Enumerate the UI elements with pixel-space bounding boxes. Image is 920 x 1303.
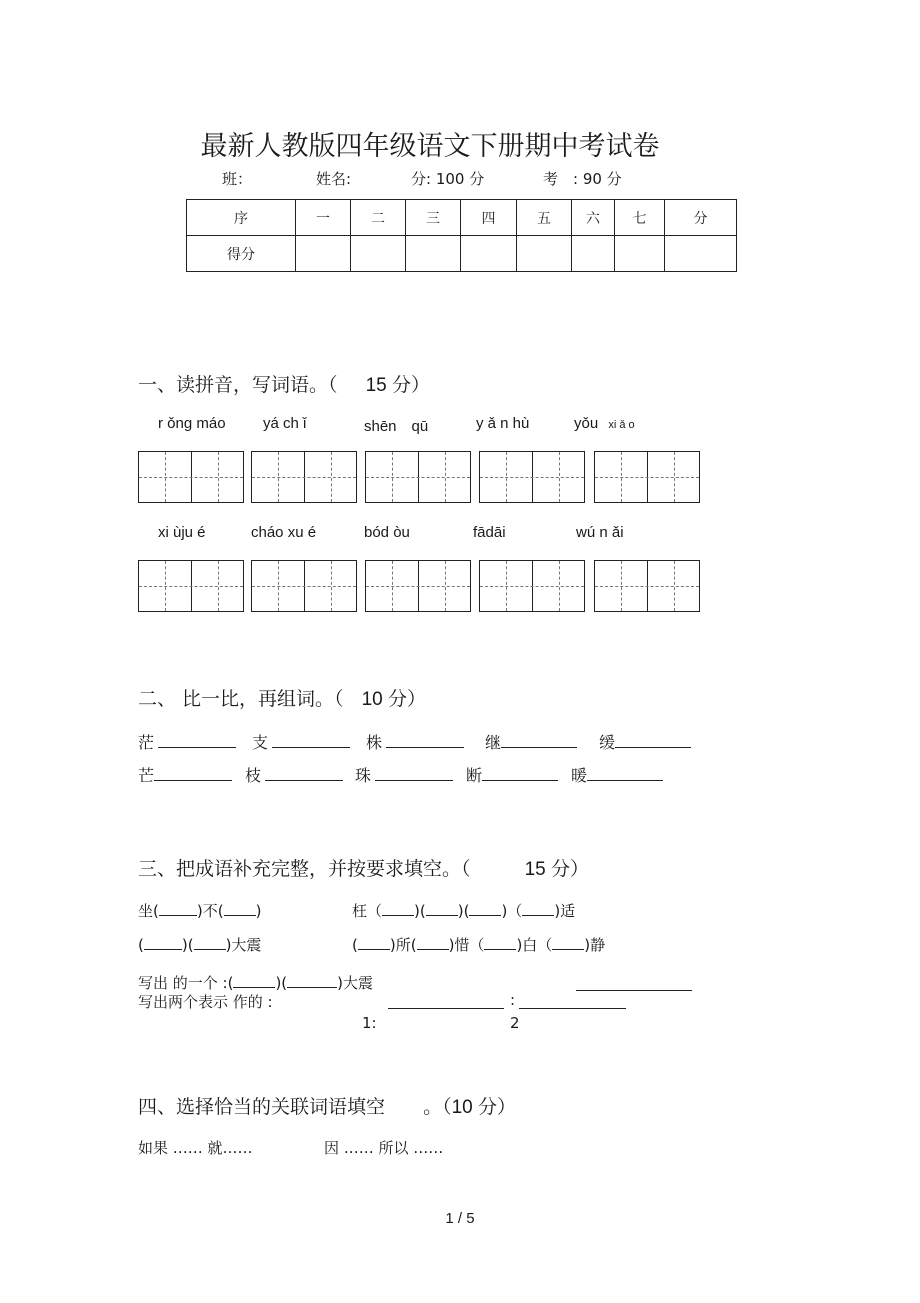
word-char: 珠: [355, 766, 372, 785]
answer-number-1: 1:: [362, 1014, 377, 1032]
score-header-cell: 五: [517, 200, 572, 236]
section4-points: 。（10 分）: [423, 1097, 516, 1118]
pinyin-item: [574, 415, 635, 432]
word-blank[interactable]: [482, 766, 558, 781]
word-item: [366, 730, 464, 753]
score-header-cell: 分: [665, 200, 737, 236]
conjunction-pair: 如果 …… 就……: [138, 1139, 253, 1157]
pinyin-item: xi ùju é: [158, 524, 206, 541]
word-char: 枝: [245, 766, 262, 785]
writing-grid[interactable]: [138, 560, 244, 612]
idiom-text: 坐(: [138, 902, 159, 920]
pinyin-item: yá ch ǐ: [263, 415, 307, 432]
section1-title: 一、读拼音，写词语。（: [138, 374, 338, 396]
idiom-text: )适: [554, 902, 576, 920]
idiom-text: )(: [275, 974, 288, 992]
writing-grid[interactable]: [594, 451, 700, 503]
idiom-text: )惜（: [448, 936, 485, 954]
score-header-cell: 一: [296, 200, 351, 236]
word-blank[interactable]: [265, 766, 343, 781]
score-header-cell: 序: [187, 200, 296, 236]
score-table-score-row: [187, 236, 737, 272]
word-char: 芒: [138, 766, 155, 785]
word-item: [599, 730, 691, 753]
idiom-text: )不(: [196, 902, 224, 920]
word-char: 继: [485, 733, 502, 752]
writing-grid[interactable]: [251, 451, 357, 503]
idiom-text: (: [138, 936, 144, 954]
section2-points: 10 分）: [361, 689, 427, 710]
idiom-text: )静: [584, 936, 606, 954]
word-char: 支: [252, 733, 269, 752]
word-blank[interactable]: [587, 766, 663, 781]
score-table: [186, 199, 737, 272]
pinyin-text: yǒu: [574, 415, 599, 432]
write-action-prompt: 写出两个表示 作的 :: [138, 993, 273, 1011]
idiom-text: )(: [414, 902, 426, 920]
pinyin-item: fādāi: [473, 524, 506, 541]
word-char: 缓: [599, 733, 616, 752]
word-blank[interactable]: [375, 766, 453, 781]
score-row-label: 得分: [187, 236, 296, 272]
colon-separator: :: [510, 991, 516, 1009]
idiom-item: [352, 934, 605, 955]
idiom-blank[interactable]: [417, 935, 449, 950]
score-header-cell: 六: [572, 200, 615, 236]
word-item: [138, 730, 236, 753]
word-item: [252, 730, 350, 753]
idiom-blank[interactable]: [287, 973, 337, 988]
section4-title: 四、选择恰当的关联词语填空: [138, 1096, 386, 1118]
answer-number-2: 2: [510, 1014, 520, 1032]
idiom-blank[interactable]: [144, 935, 182, 950]
idiom-text: )白（: [516, 936, 553, 954]
section1-heading: [138, 370, 430, 397]
word-blank[interactable]: [501, 733, 577, 748]
section4-heading: [138, 1092, 516, 1119]
word-char: 株: [366, 733, 383, 752]
idiom-blank[interactable]: [382, 901, 414, 916]
writing-grid[interactable]: [479, 560, 585, 612]
score-header-cell: 七: [615, 200, 665, 236]
word-blank[interactable]: [272, 733, 350, 748]
section3-points: 15 分）: [524, 859, 589, 880]
pinyin-item: cháo xu é: [251, 524, 317, 541]
idiom-blank[interactable]: [358, 935, 390, 950]
idiom-blank[interactable]: [552, 935, 584, 950]
idiom-item: [352, 900, 575, 921]
write-idiom-prompt: 写出 的一个 :(: [138, 974, 234, 992]
word-item: [466, 763, 558, 786]
score-input-cell[interactable]: [615, 236, 665, 272]
class-label: 班：: [222, 170, 253, 188]
score-input-cell[interactable]: [665, 236, 737, 272]
score-input-cell[interactable]: [406, 236, 461, 272]
score-input-cell[interactable]: [572, 236, 615, 272]
writing-grid[interactable]: [251, 560, 357, 612]
word-char: 断: [466, 766, 483, 785]
idiom-blank[interactable]: [522, 901, 554, 916]
page-title: 最新人教版四年级语文下册期中考试卷: [200, 131, 660, 162]
pinyin-small: xi ǎ o: [608, 419, 635, 431]
word-blank[interactable]: [386, 733, 464, 748]
idiom-text: )所(: [389, 936, 417, 954]
writing-grid[interactable]: [365, 451, 471, 503]
exam-time-label: 考 : 90 分: [543, 170, 622, 188]
idiom-text: )大震: [337, 974, 374, 992]
score-input-cell[interactable]: [296, 236, 351, 272]
score-table-header-row: [187, 200, 737, 236]
idiom-text: )(: [457, 902, 470, 920]
pinyin-item: bód òu: [364, 524, 410, 541]
pinyin-item: y ǎ n hù: [476, 415, 530, 432]
idiom-blank[interactable]: [224, 901, 256, 916]
writing-grid[interactable]: [138, 451, 244, 503]
writing-grid[interactable]: [365, 560, 471, 612]
word-blank[interactable]: [158, 733, 236, 748]
word-item: [138, 763, 232, 786]
word-item: [571, 763, 663, 786]
idiom-blank[interactable]: [194, 935, 226, 950]
score-input-cell[interactable]: [517, 236, 572, 272]
idiom-blank[interactable]: [469, 901, 501, 916]
write-idiom-line: [138, 972, 373, 993]
writing-grid[interactable]: [479, 451, 585, 503]
pinyin-item: r ǒng máo: [158, 415, 226, 432]
answer-line[interactable]: [576, 990, 692, 991]
idiom-text: ): [255, 902, 262, 920]
idiom-text: )大震: [225, 936, 262, 954]
score-header-cell: 三: [406, 200, 461, 236]
section2-heading: [138, 684, 426, 711]
name-label: 姓名:: [316, 170, 352, 188]
idiom-item: [138, 900, 261, 921]
word-blank[interactable]: [615, 733, 691, 748]
total-score-label: 分: 100 分: [411, 170, 485, 188]
answer-line[interactable]: [519, 1008, 626, 1009]
idiom-text: )（: [501, 902, 523, 920]
score-header-cell: 四: [461, 200, 517, 236]
word-item: [485, 730, 577, 753]
idiom-text: )(: [181, 936, 194, 954]
score-input-cell[interactable]: [461, 236, 517, 272]
section3-heading: [138, 854, 589, 881]
pinyin-item: shēn qū: [364, 418, 429, 435]
idiom-text: (: [352, 936, 358, 954]
section1-points: 15 分）: [365, 375, 430, 396]
score-header-cell: 二: [351, 200, 406, 236]
word-blank[interactable]: [154, 766, 232, 781]
score-input-cell[interactable]: [351, 236, 406, 272]
page-number: 1 / 5: [445, 1210, 475, 1227]
idiom-text: 枉（: [352, 902, 383, 920]
section2-title: 二、 比一比，再组词。（: [138, 688, 344, 710]
answer-line[interactable]: [388, 1008, 504, 1009]
conjunction-pair: 因 …… 所以 ……: [324, 1139, 444, 1157]
word-char: 暖: [571, 766, 588, 785]
idiom-blank[interactable]: [233, 973, 275, 988]
pinyin-item: wú n ǎi: [576, 524, 624, 541]
word-item: [245, 763, 343, 786]
idiom-blank[interactable]: [159, 901, 197, 916]
idiom-blank[interactable]: [426, 901, 458, 916]
word-char: 茫: [138, 733, 155, 752]
word-item: [355, 763, 453, 786]
section3-title: 三、把成语补充完整，并按要求填空。（: [138, 858, 471, 880]
idiom-blank[interactable]: [484, 935, 516, 950]
writing-grid[interactable]: [594, 560, 700, 612]
idiom-item: [138, 934, 261, 955]
